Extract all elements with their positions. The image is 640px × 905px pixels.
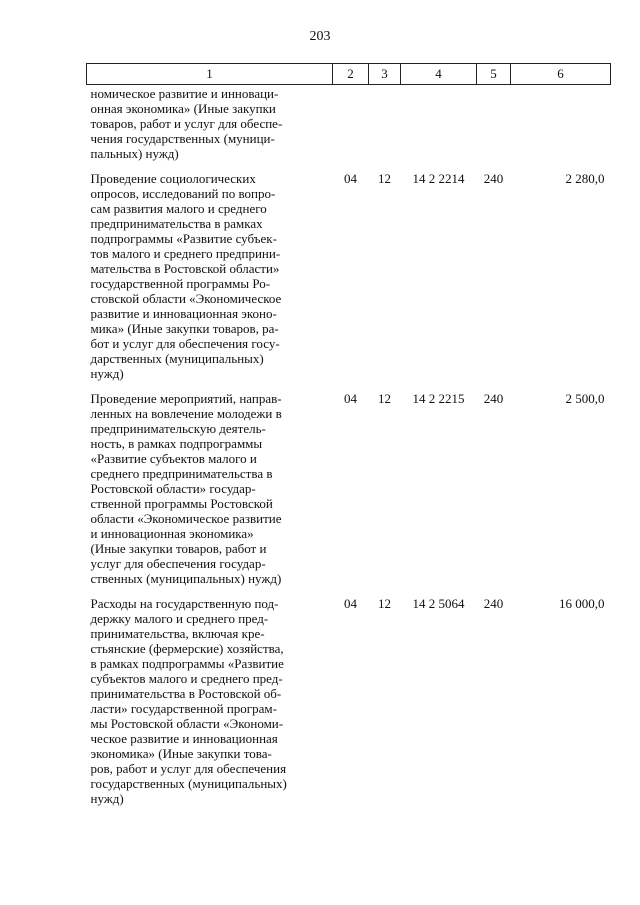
description-line: пальных) нужд) xyxy=(90,146,179,161)
description-line: чения государственных (муници- xyxy=(90,131,275,146)
expense-type-code: 240 xyxy=(483,171,504,186)
description-line: держку малого и среднего пред- xyxy=(90,611,269,626)
table-row xyxy=(87,171,611,391)
expense-type-code xyxy=(477,85,511,172)
description-line: стовской области «Экономическое xyxy=(90,291,282,306)
description-line: услуг для обеспечения государ- xyxy=(90,556,266,571)
subsection-code xyxy=(369,85,401,172)
table-row xyxy=(87,596,611,816)
target-article-code: 14 2 2215 xyxy=(412,391,465,406)
table-row xyxy=(87,85,611,172)
budget-table xyxy=(86,63,611,816)
column-header: 4 xyxy=(401,64,477,85)
column-header: 1 xyxy=(87,64,333,85)
description-line: ленных на вовлечение молодежи в xyxy=(90,406,282,421)
description-line: Ростовской области» государ- xyxy=(90,481,256,496)
table-body xyxy=(87,85,611,817)
section-code: 04 xyxy=(344,596,357,611)
description-line: подпрограммы «Развитие субъек- xyxy=(90,231,277,246)
target-article-code: 14 2 5064 xyxy=(412,596,465,611)
section-code xyxy=(333,85,369,172)
description-line: нужд) xyxy=(90,791,124,806)
description-line: среднего предпринимательства в xyxy=(90,466,273,481)
description-line: тов малого и среднего предприни- xyxy=(90,246,281,261)
description-line: государственных (муниципальных) xyxy=(90,776,287,791)
amount-value: 2 280,0 xyxy=(565,171,605,186)
description-line: области «Экономическое развитие xyxy=(90,511,282,526)
table-row xyxy=(87,391,611,596)
description-line: стьянские (фермерские) хозяйства, xyxy=(90,641,284,656)
description-line: принимательства в Ростовской об- xyxy=(90,686,282,701)
description-line: Проведение социологических xyxy=(90,171,256,186)
description-line: и инновационная экономика» xyxy=(90,526,254,541)
description-line: номическое развитие и инноваци- xyxy=(90,86,279,101)
description-line: Проведение мероприятий, направ- xyxy=(90,391,282,406)
description-line: мательства в Ростовской области» xyxy=(90,261,280,276)
expense-type-code: 240 xyxy=(483,596,504,611)
target-article-code: 14 2 2214 xyxy=(412,171,465,186)
description-line: предпринимательскую деятель- xyxy=(90,421,266,436)
description-line: экономика» (Иные закупки това- xyxy=(90,746,272,761)
subsection-code: 12 xyxy=(378,171,391,186)
section-code: 04 xyxy=(344,391,357,406)
description-line: государственной программы Ро- xyxy=(90,276,271,291)
row-description xyxy=(87,171,333,391)
description-line: нужд) xyxy=(90,366,124,381)
subsection-code: 12 xyxy=(378,391,391,406)
description-line: онная экономика» (Иные закупки xyxy=(90,101,276,116)
row-description xyxy=(87,85,333,172)
row-description xyxy=(87,391,333,596)
description-line: ров, работ и услуг для обеспечения xyxy=(90,761,287,776)
description-line: мы Ростовской области «Экономи- xyxy=(90,716,284,731)
column-header: 3 xyxy=(369,64,401,85)
description-line: ласти» государственной програм- xyxy=(90,701,277,716)
description-line: Расходы на государственную под- xyxy=(90,596,279,611)
description-line: бот и услуг для обеспечения госу- xyxy=(90,336,280,351)
description-line: принимательства, включая кре- xyxy=(90,626,265,641)
amount-value: 16 000,0 xyxy=(559,596,605,611)
description-line: опросов, исследований по вопро- xyxy=(90,186,276,201)
table-header-row xyxy=(87,64,611,85)
description-line: ственных (муниципальных) нужд) xyxy=(90,571,282,586)
description-line: дарственных (муниципальных) xyxy=(90,351,264,366)
description-line: «Развитие субъектов малого и xyxy=(90,451,257,466)
description-line: (Иные закупки товаров, работ и xyxy=(90,541,267,556)
description-line: ность, в рамках подпрограммы xyxy=(90,436,263,451)
expense-type-code: 240 xyxy=(483,391,504,406)
description-line: развитие и инновационная эконо- xyxy=(90,306,277,321)
description-line: сам развития малого и среднего xyxy=(90,201,267,216)
description-line: мика» (Иные закупки товаров, ра- xyxy=(90,321,279,336)
row-description xyxy=(87,596,333,816)
target-article-code xyxy=(401,85,477,172)
description-line: в рамках подпрограммы «Развитие xyxy=(90,656,284,671)
description-line: предпринимательства в рамках xyxy=(90,216,263,231)
column-header: 6 xyxy=(511,64,611,85)
description-line: субъектов малого и среднего пред- xyxy=(90,671,283,686)
amount-value xyxy=(511,85,611,172)
page-number: 203 xyxy=(309,29,331,44)
subsection-code: 12 xyxy=(378,596,391,611)
description-line: ческое развитие и инновационная xyxy=(90,731,278,746)
column-header: 2 xyxy=(333,64,369,85)
description-line: товаров, работ и услуг для обеспе- xyxy=(90,116,283,131)
description-line: ственной программы Ростовской xyxy=(90,496,273,511)
column-header: 5 xyxy=(477,64,511,85)
amount-value: 2 500,0 xyxy=(565,391,605,406)
section-code: 04 xyxy=(344,171,357,186)
